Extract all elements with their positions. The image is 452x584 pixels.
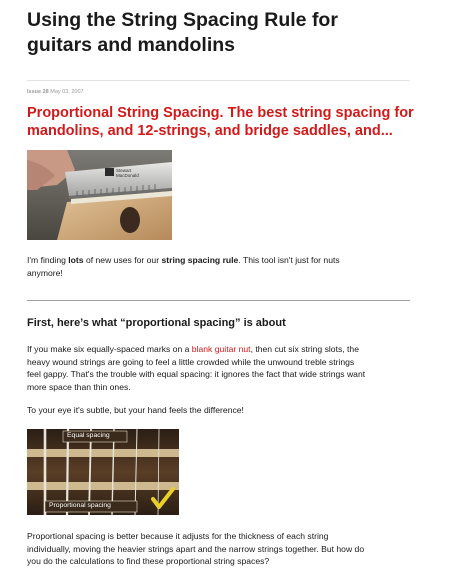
intro-text-4: anymore! bbox=[27, 267, 63, 278]
proportional-spacing-label: Proportional spacing bbox=[49, 502, 111, 509]
article-subtitle-line2: mandolins, and 12-strings, and bridge saddles, and... bbox=[27, 123, 393, 139]
proportional-spacing-paragraph bbox=[27, 530, 417, 568]
article-subtitle bbox=[27, 104, 417, 140]
title-divider bbox=[27, 80, 410, 81]
para3-line-3: you do the calculations to find these proportional string spaces? bbox=[27, 556, 270, 566]
para1-line-4: more space than thin ones. bbox=[27, 381, 131, 392]
article-title-line2: guitars and mandolins bbox=[27, 34, 236, 56]
tool-brand-line2: MacDonald bbox=[116, 173, 139, 178]
para3-line-2: individually, moving the heavier strings apart and the narrow strings together. But how do bbox=[27, 543, 365, 554]
article-title-line1: Using the String Spacing Rule for bbox=[27, 9, 338, 31]
equal-spacing-label: Equal spacing bbox=[67, 432, 110, 439]
issue-meta bbox=[27, 88, 84, 96]
spacing-comparison-photo bbox=[27, 429, 179, 515]
para1-text-2: , then cut six string slots, the bbox=[250, 344, 359, 354]
section-divider bbox=[27, 300, 410, 301]
article-subtitle-line1: Proportional String Spacing. The best string spacing for bbox=[27, 105, 414, 121]
para1-line-3: feel gappy. That's the trouble with equal spacing: it ignores the fact that wide strings want bbox=[27, 369, 366, 379]
tool-brand-line1: Stewart bbox=[116, 168, 132, 173]
intro-bold-lots: lots bbox=[68, 255, 84, 265]
subtle-difference-paragraph: To your eye it's subtle, but your hand feels the difference! bbox=[27, 405, 244, 415]
article-title bbox=[27, 8, 427, 58]
intro-text-3: . This tool isn't just for nuts bbox=[238, 255, 340, 265]
para3-line-1: Proportional spacing is better because it adjusts for the thickness of each string bbox=[27, 531, 329, 541]
equal-spacing-paragraph bbox=[27, 343, 417, 393]
intro-bold-rule: string spacing rule bbox=[161, 255, 239, 265]
issue-date: May 03, 2007 bbox=[50, 89, 84, 95]
intro-text-1: I'm finding bbox=[27, 255, 69, 265]
section-heading: First, here’s what “proportional spacing” is about bbox=[27, 317, 286, 329]
intro-paragraph bbox=[27, 254, 417, 279]
para1-line-2: heavy wound strings are going to feel a little crowded while the unwound treble strings bbox=[27, 356, 355, 367]
blank-guitar-nut-link[interactable]: blank guitar nut bbox=[191, 344, 251, 354]
spacing-rule-illustration bbox=[27, 150, 172, 240]
intro-text-2: of new uses for our bbox=[83, 255, 162, 265]
para1-text-1: If you make six equally-spaced marks on a bbox=[27, 344, 192, 354]
issue-number: Issue 28 bbox=[27, 89, 49, 95]
spacing-rule-photo bbox=[27, 150, 172, 240]
